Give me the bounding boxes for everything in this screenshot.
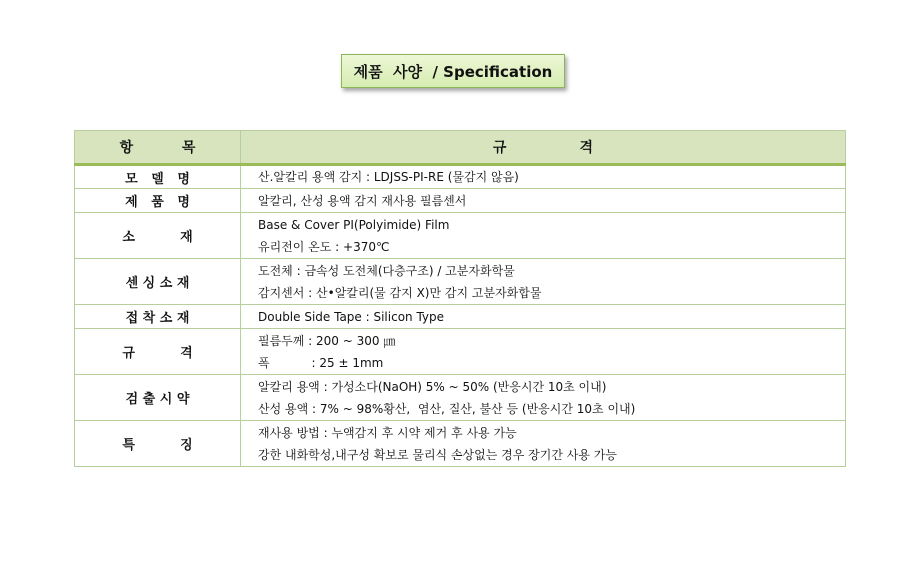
row-label: 접 착 소 재 <box>75 305 241 329</box>
page-title <box>341 54 565 88</box>
header-spec: 규 격 <box>241 131 846 165</box>
value-line: 감지센서 : 산•알칼리(물 감지 X)만 감지 고분자화합물 <box>258 285 542 300</box>
value-line: 산성 용액 : 7% ~ 98%황산, 염산, 질산, 불산 등 (반응시간 10초 이내) <box>258 401 636 416</box>
table-row <box>75 305 846 329</box>
row-value <box>241 259 846 305</box>
spec-table <box>74 130 846 467</box>
row-label: 소 재 <box>75 213 241 259</box>
table-row <box>75 329 846 375</box>
value-line: 도전체 : 금속성 도전체(다층구조) / 고분자화학물 <box>258 263 515 278</box>
row-value <box>241 213 846 259</box>
row-label: 센 싱 소 재 <box>75 259 241 305</box>
row-label: 검 출 시 약 <box>75 375 241 421</box>
row-value <box>241 421 846 467</box>
spec-table-header <box>75 131 846 165</box>
value-line: 폭 : 25 ± 1mm <box>258 355 384 370</box>
value-line: 유리전이 온도 : +370℃ <box>258 239 390 254</box>
value-line: 알칼리 용액 : 가성소다(NaOH) 5% ~ 50% (반응시간 10초 이내) <box>258 379 607 394</box>
table-row <box>75 189 846 213</box>
row-label: 특 징 <box>75 421 241 467</box>
value-line: Double Side Tape : Silicon Type <box>258 309 445 324</box>
table-row <box>75 213 846 259</box>
table-row <box>75 421 846 467</box>
row-value <box>241 375 846 421</box>
value-line: 강한 내화학성,내구성 확보로 물리식 손상없는 경우 장기간 사용 가능 <box>258 447 617 462</box>
row-value <box>241 189 846 213</box>
value-line: 재사용 방법 : 누액감지 후 시약 제거 후 사용 가능 <box>258 425 517 440</box>
row-label: 모 델 명 <box>75 165 241 189</box>
header-item: 항 목 <box>75 131 241 165</box>
page-title-text: 제품 사양 / Specification <box>353 62 553 81</box>
row-label: 규 격 <box>75 329 241 375</box>
value-line: 알칼리, 산성 용액 감지 재사용 필름센서 <box>258 193 467 208</box>
row-label: 제 품 명 <box>75 189 241 213</box>
value-line: Base & Cover PI(Polyimide) Film <box>258 217 450 232</box>
row-value <box>241 329 846 375</box>
value-line: 필름두께 : 200 ~ 300 ㎛ <box>258 333 396 348</box>
row-value <box>241 305 846 329</box>
value-line: 산.알칼리 용액 감지 : LDJSS-PI-RE (물감지 않음) <box>258 170 519 184</box>
table-row <box>75 165 846 189</box>
row-value <box>241 165 846 189</box>
table-row <box>75 375 846 421</box>
table-row <box>75 259 846 305</box>
